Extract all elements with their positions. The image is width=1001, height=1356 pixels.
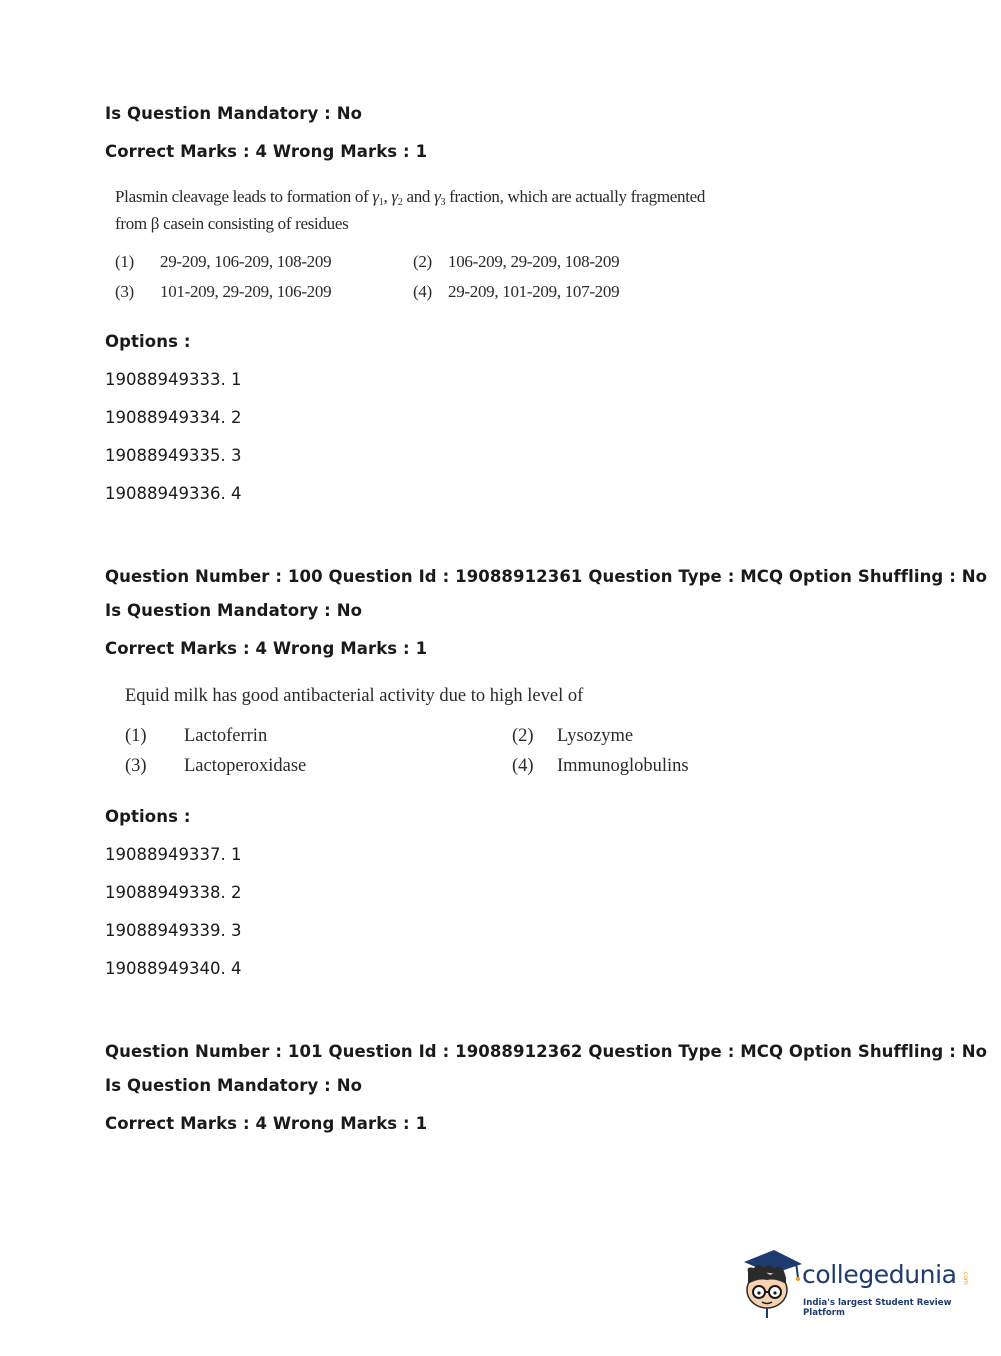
q99-choices [115,252,815,312]
option-item: 19088949338. 2 [105,883,242,902]
choice-number: (3) [115,282,134,301]
q99-stem-line1 [115,187,705,208]
gamma-symbol: γ [391,187,398,206]
q99-stem-b: fraction, which are actually fragmented [449,187,706,206]
choice-text: Lactoperoxidase [184,756,307,776]
choice-number: (2) [512,726,534,746]
option-item: 19088949340. 4 [105,959,242,978]
choice-text: Lactoferrin [184,726,268,746]
q99-stem-line2: from β casein consisting of residues [115,214,349,233]
option-item: 19088949334. 2 [105,408,242,427]
choice-number: (2) [413,252,432,271]
comma: , [383,187,388,206]
gamma-symbol: γ [434,187,441,206]
choice-text: Immunoglobulins [557,756,689,776]
q101-mandatory: Is Question Mandatory : No [105,1076,363,1095]
and-word: and [406,187,431,206]
logo-tagline: India's largest Student Review Platform [803,1298,952,1318]
choice-number: (1) [125,726,147,746]
choice-number: (4) [512,756,534,776]
choice-text: 101-209, 29-209, 106-209 [160,282,332,301]
q100-stem: Equid milk has good antibacterial activity due to high level of [125,686,584,706]
option-item: 19088949339. 3 [105,921,242,940]
choice-text: 29-209, 106-209, 108-209 [160,252,332,271]
option-item: 19088949335. 3 [105,446,242,465]
gamma-sub: 1 [378,197,384,208]
q99-options-label: Options : [105,332,191,351]
choice-number: (3) [125,756,147,776]
gamma-symbol: γ [372,187,379,206]
option-item: 19088949336. 4 [105,484,242,503]
choice-text: 106-209, 29-209, 108-209 [448,252,620,271]
choice-number: (1) [115,252,134,271]
choice-text: 29-209, 101-209, 107-209 [448,282,620,301]
q100-choices [125,726,745,786]
option-item: 19088949333. 1 [105,370,242,389]
option-item: 19088949337. 1 [105,845,242,864]
choice-text: Lysozyme [557,726,634,746]
q100-header: Question Number : 100 Question Id : 19088912361 Question Type : MCQ Option Shuffling : No [105,567,988,586]
gamma-sub: 3 [440,197,446,208]
mascot-icon [740,1248,804,1320]
q101-marks: Correct Marks : 4 Wrong Marks : 1 [105,1114,428,1133]
logo-wordmark: collegedunia [802,1260,957,1289]
q100-options-label: Options : [105,807,191,826]
q100-mandatory: Is Question Mandatory : No [105,601,363,620]
choice-number: (4) [413,282,432,301]
q100-marks: Correct Marks : 4 Wrong Marks : 1 [105,639,428,658]
q99-stem-a: Plasmin cleavage leads to formation of [115,187,369,206]
gamma-sub: 2 [397,197,403,208]
collegedunia-logo [740,1248,970,1320]
logo-dotcom: .com [962,1270,969,1285]
q101-header: Question Number : 101 Question Id : 19088912362 Question Type : MCQ Option Shuffling : No [105,1042,988,1061]
q99-marks: Correct Marks : 4 Wrong Marks : 1 [105,142,428,161]
q99-mandatory: Is Question Mandatory : No [105,104,363,123]
